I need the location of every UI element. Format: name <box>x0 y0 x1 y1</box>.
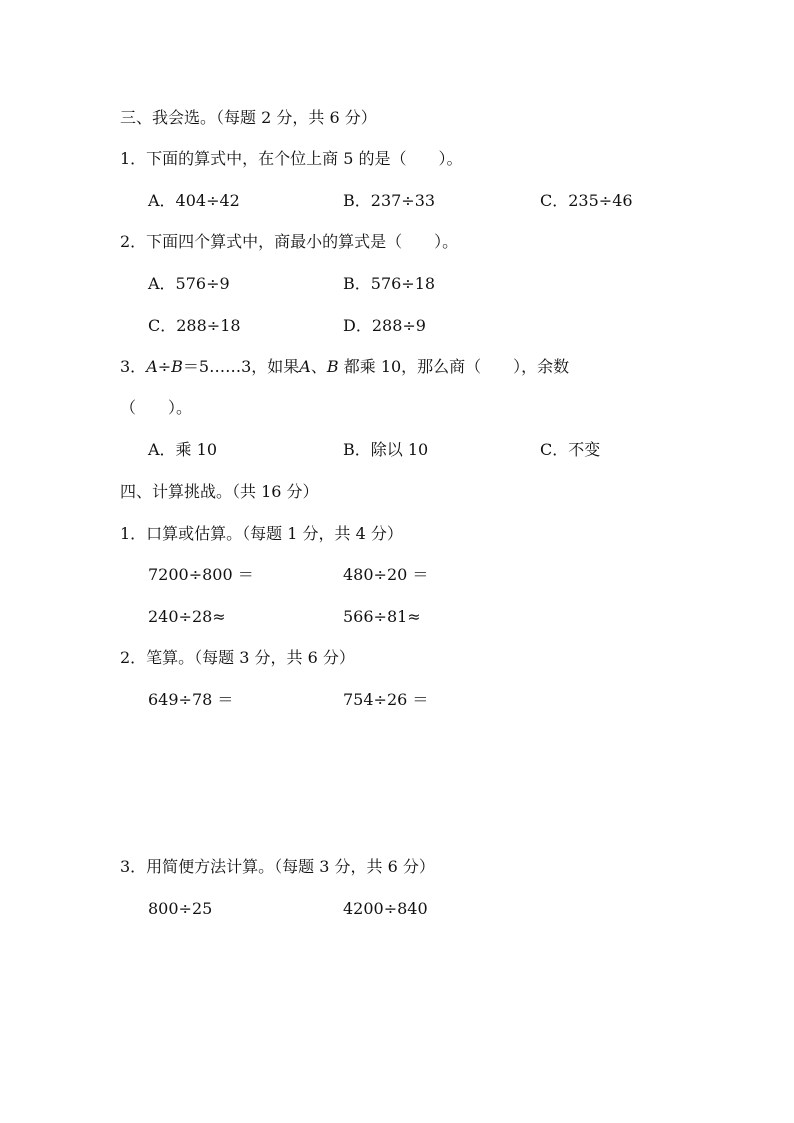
question-3-stem-line-2: （ ）。 <box>120 398 193 417</box>
part-2-title: 2．笔算。（每题 3 分，共 6 分） <box>120 648 355 667</box>
question-2-stem: 2．下面四个算式中，商最小的算式是（ ）。 <box>120 232 459 251</box>
part-1-item-1: 7200÷800 ＝ <box>148 565 254 584</box>
variable-b: B <box>171 357 183 376</box>
part-1-item-2: 480÷20 ＝ <box>343 565 429 584</box>
variable-a: A <box>146 357 158 376</box>
division-sign: ÷ <box>157 357 172 376</box>
part-2-item-2: 754÷26 ＝ <box>343 690 429 709</box>
part-2-item-1: 649÷78 ＝ <box>148 690 234 709</box>
section-3-title: 三、我会选。（每题 2 分，共 6 分） <box>120 108 377 127</box>
question-3-prefix: 3． <box>120 357 147 376</box>
question-1-option-c: C．235÷46 <box>540 191 633 210</box>
question-2-option-a: A．576÷9 <box>148 274 230 293</box>
separator: 、 <box>310 357 327 376</box>
part-3-item-1: 800÷25 <box>148 899 213 918</box>
part-3-item-2: 4200÷840 <box>343 899 428 918</box>
section-4-title: 四、计算挑战。（共 16 分） <box>120 482 319 501</box>
question-3-mid: ＝5……3，如果 <box>182 357 300 376</box>
question-1-stem: 1．下面的算式中，在个位上商 5 的是（ ）。 <box>120 149 463 168</box>
question-2-option-b: B．576÷18 <box>343 274 436 293</box>
part-3-title: 3．用简便方法计算。（每题 3 分，共 6 分） <box>120 857 435 876</box>
variable-a-2: A <box>299 357 311 376</box>
part-1-title: 1．口算或估算。（每题 1 分，共 4 分） <box>120 524 403 543</box>
question-3-option-c: C．不变 <box>540 440 601 459</box>
part-1-item-3: 240÷28≈ <box>148 607 226 626</box>
question-1-option-b: B．237÷33 <box>343 191 436 210</box>
question-3-option-a: A．乘 10 <box>148 440 218 459</box>
question-2-option-d: D．288÷9 <box>343 316 426 335</box>
question-2-option-c: C．288÷18 <box>148 316 241 335</box>
question-3-option-b: B．除以 10 <box>343 440 429 459</box>
question-1-option-a: A．404÷42 <box>148 191 240 210</box>
question-3-end: 都乘 10，那么商（ ），余数 <box>338 357 570 376</box>
part-1-item-4: 566÷81≈ <box>343 607 421 626</box>
question-3-stem <box>120 356 569 378</box>
variable-b-2: B <box>326 357 339 376</box>
